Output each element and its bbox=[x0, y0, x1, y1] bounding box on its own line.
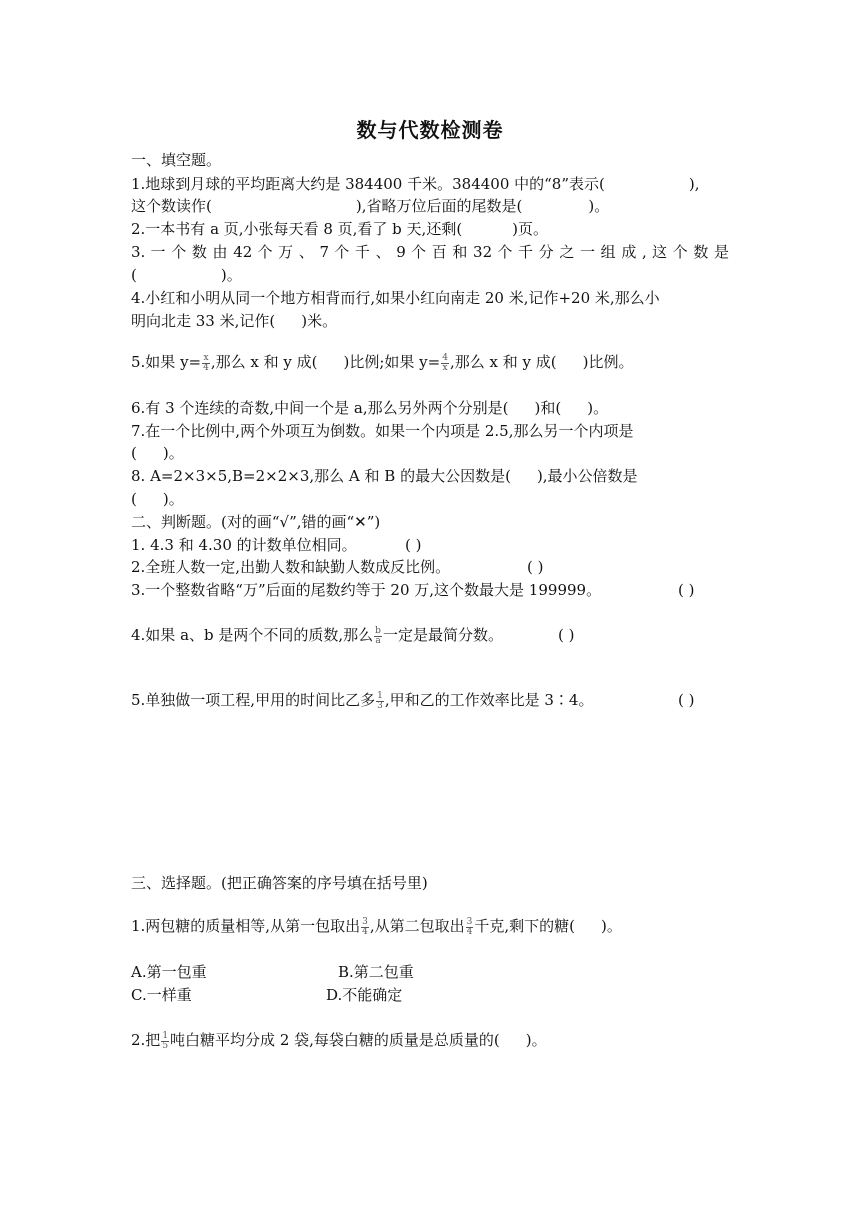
fraction-3-over-4-kg: $\frac{3}{4}$ bbox=[466, 916, 473, 937]
question-1-1-line-a: 1.地球到月球的平均距离大约是 384400 千米。384400 中的“8”表示( ), bbox=[131, 175, 700, 193]
answer-paren-2-3: ( ) bbox=[678, 581, 695, 599]
answer-paren-2-5: ( ) bbox=[678, 691, 695, 709]
option-a: A.第一包重 bbox=[131, 963, 207, 981]
question-1-8-line-a: 8. A=2×3×5,B=2×2×3,那么 A 和 B 的最大公因数是( ),最小公倍数是 bbox=[131, 467, 638, 485]
question-2-1: 1. 4.3 和 4.30 的计数单位相同。 bbox=[131, 536, 357, 554]
question-1-7-line-b: ( )。 bbox=[131, 444, 184, 462]
option-c: C.一样重 bbox=[131, 986, 192, 1004]
fraction-3-over-4: $\frac{3}{4}$ bbox=[362, 916, 368, 937]
answer-paren-2-4: ( ) bbox=[558, 626, 575, 644]
answer-paren-2-2: ( ) bbox=[527, 558, 544, 576]
question-1-8-line-b: ( )。 bbox=[131, 490, 184, 508]
option-b: B.第二包重 bbox=[338, 963, 414, 981]
question-3-1: 1.两包糖的质量相等,从第一包取出 $\frac{3}{4}$ ,从第二包取出 $\frac{3}{4}$ 千克,剩下的糖( )。 bbox=[131, 916, 622, 937]
question-1-7-line-a: 7.在一个比例中,两个外项互为倒数。如果一个内项是 2.5,那么另一个内项是 bbox=[131, 422, 634, 440]
question-1-1-line-b: 这个数读作( ),省略万位后面的尾数是( )。 bbox=[131, 197, 610, 215]
question-2-4: 4.如果 a、b 是两个不同的质数,那么 $\frac{b}{a}$ 一定是最简分数。 bbox=[131, 625, 503, 646]
question-1-6: 6.有 3 个连续的奇数,中间一个是 a,那么另外两个分别是( )和( )。 bbox=[131, 399, 609, 417]
fraction-1-over-5: $\frac{1}{5}$ bbox=[162, 1030, 169, 1051]
question-1-5: 5.如果 y= $\frac{x}{4}$ ,那么 x 和 y 成( )比例;如果 y= $\frac{4}{x}$ ,那么 x 和 y 成( )比例。 bbox=[131, 352, 634, 373]
fraction-1-over-3: $\frac{1}{3}$ bbox=[377, 690, 383, 711]
page-title: 数与代数检测卷 bbox=[356, 118, 504, 142]
section1-heading: 一、填空题。 bbox=[131, 151, 222, 169]
question-1-3-line-b: ( )。 bbox=[131, 266, 242, 284]
question-2-2: 2.全班人数一定,出勤人数和缺勤人数成反比例。 bbox=[131, 558, 451, 576]
question-1-3-line-a: 3. 一 个 数 由 42 个 万 、 7 个 千 、 9 个 百 和 32 个 千 分 之 一 组 成 , 这 个 数 是 bbox=[131, 243, 729, 261]
question-2-5: 5.单独做一项工程,甲用的时间比乙多 $\frac{1}{3}$ ,甲和乙的工作效率比是 3∶4。 bbox=[131, 690, 594, 711]
question-1-4-line-a: 4.小红和小明从同一个地方相背而行,如果小红向南走 20 米,记作+20 米,那么小 bbox=[131, 289, 660, 307]
fraction-4-over-x: $\frac{4}{x}$ bbox=[442, 352, 448, 373]
answer-paren-2-1: ( ) bbox=[405, 536, 422, 554]
section3-heading: 三、选择题。(把正确答案的序号填在括号里) bbox=[131, 874, 428, 892]
question-1-2: 2.一本书有 a 页,小张每天看 8 页,看了 b 天,还剩( )页。 bbox=[131, 220, 549, 238]
question-1-4-line-b: 明向北走 33 米,记作( )米。 bbox=[131, 312, 338, 330]
fraction-x-over-4: $\frac{x}{4}$ bbox=[203, 352, 209, 373]
option-d: D.不能确定 bbox=[326, 986, 403, 1004]
fraction-b-over-a: $\frac{b}{a}$ bbox=[375, 625, 381, 646]
question-3-2: 2.把 $\frac{1}{5}$ 吨白糖平均分成 2 袋,每袋白糖的质量是总质量的( )。 bbox=[131, 1030, 547, 1051]
question-2-3: 3.一个整数省略“万”后面的尾数约等于 20 万,这个数最大是 199999。 bbox=[131, 581, 602, 599]
section2-heading: 二、判断题。(对的画“√”,错的画“✕”) bbox=[131, 513, 381, 531]
